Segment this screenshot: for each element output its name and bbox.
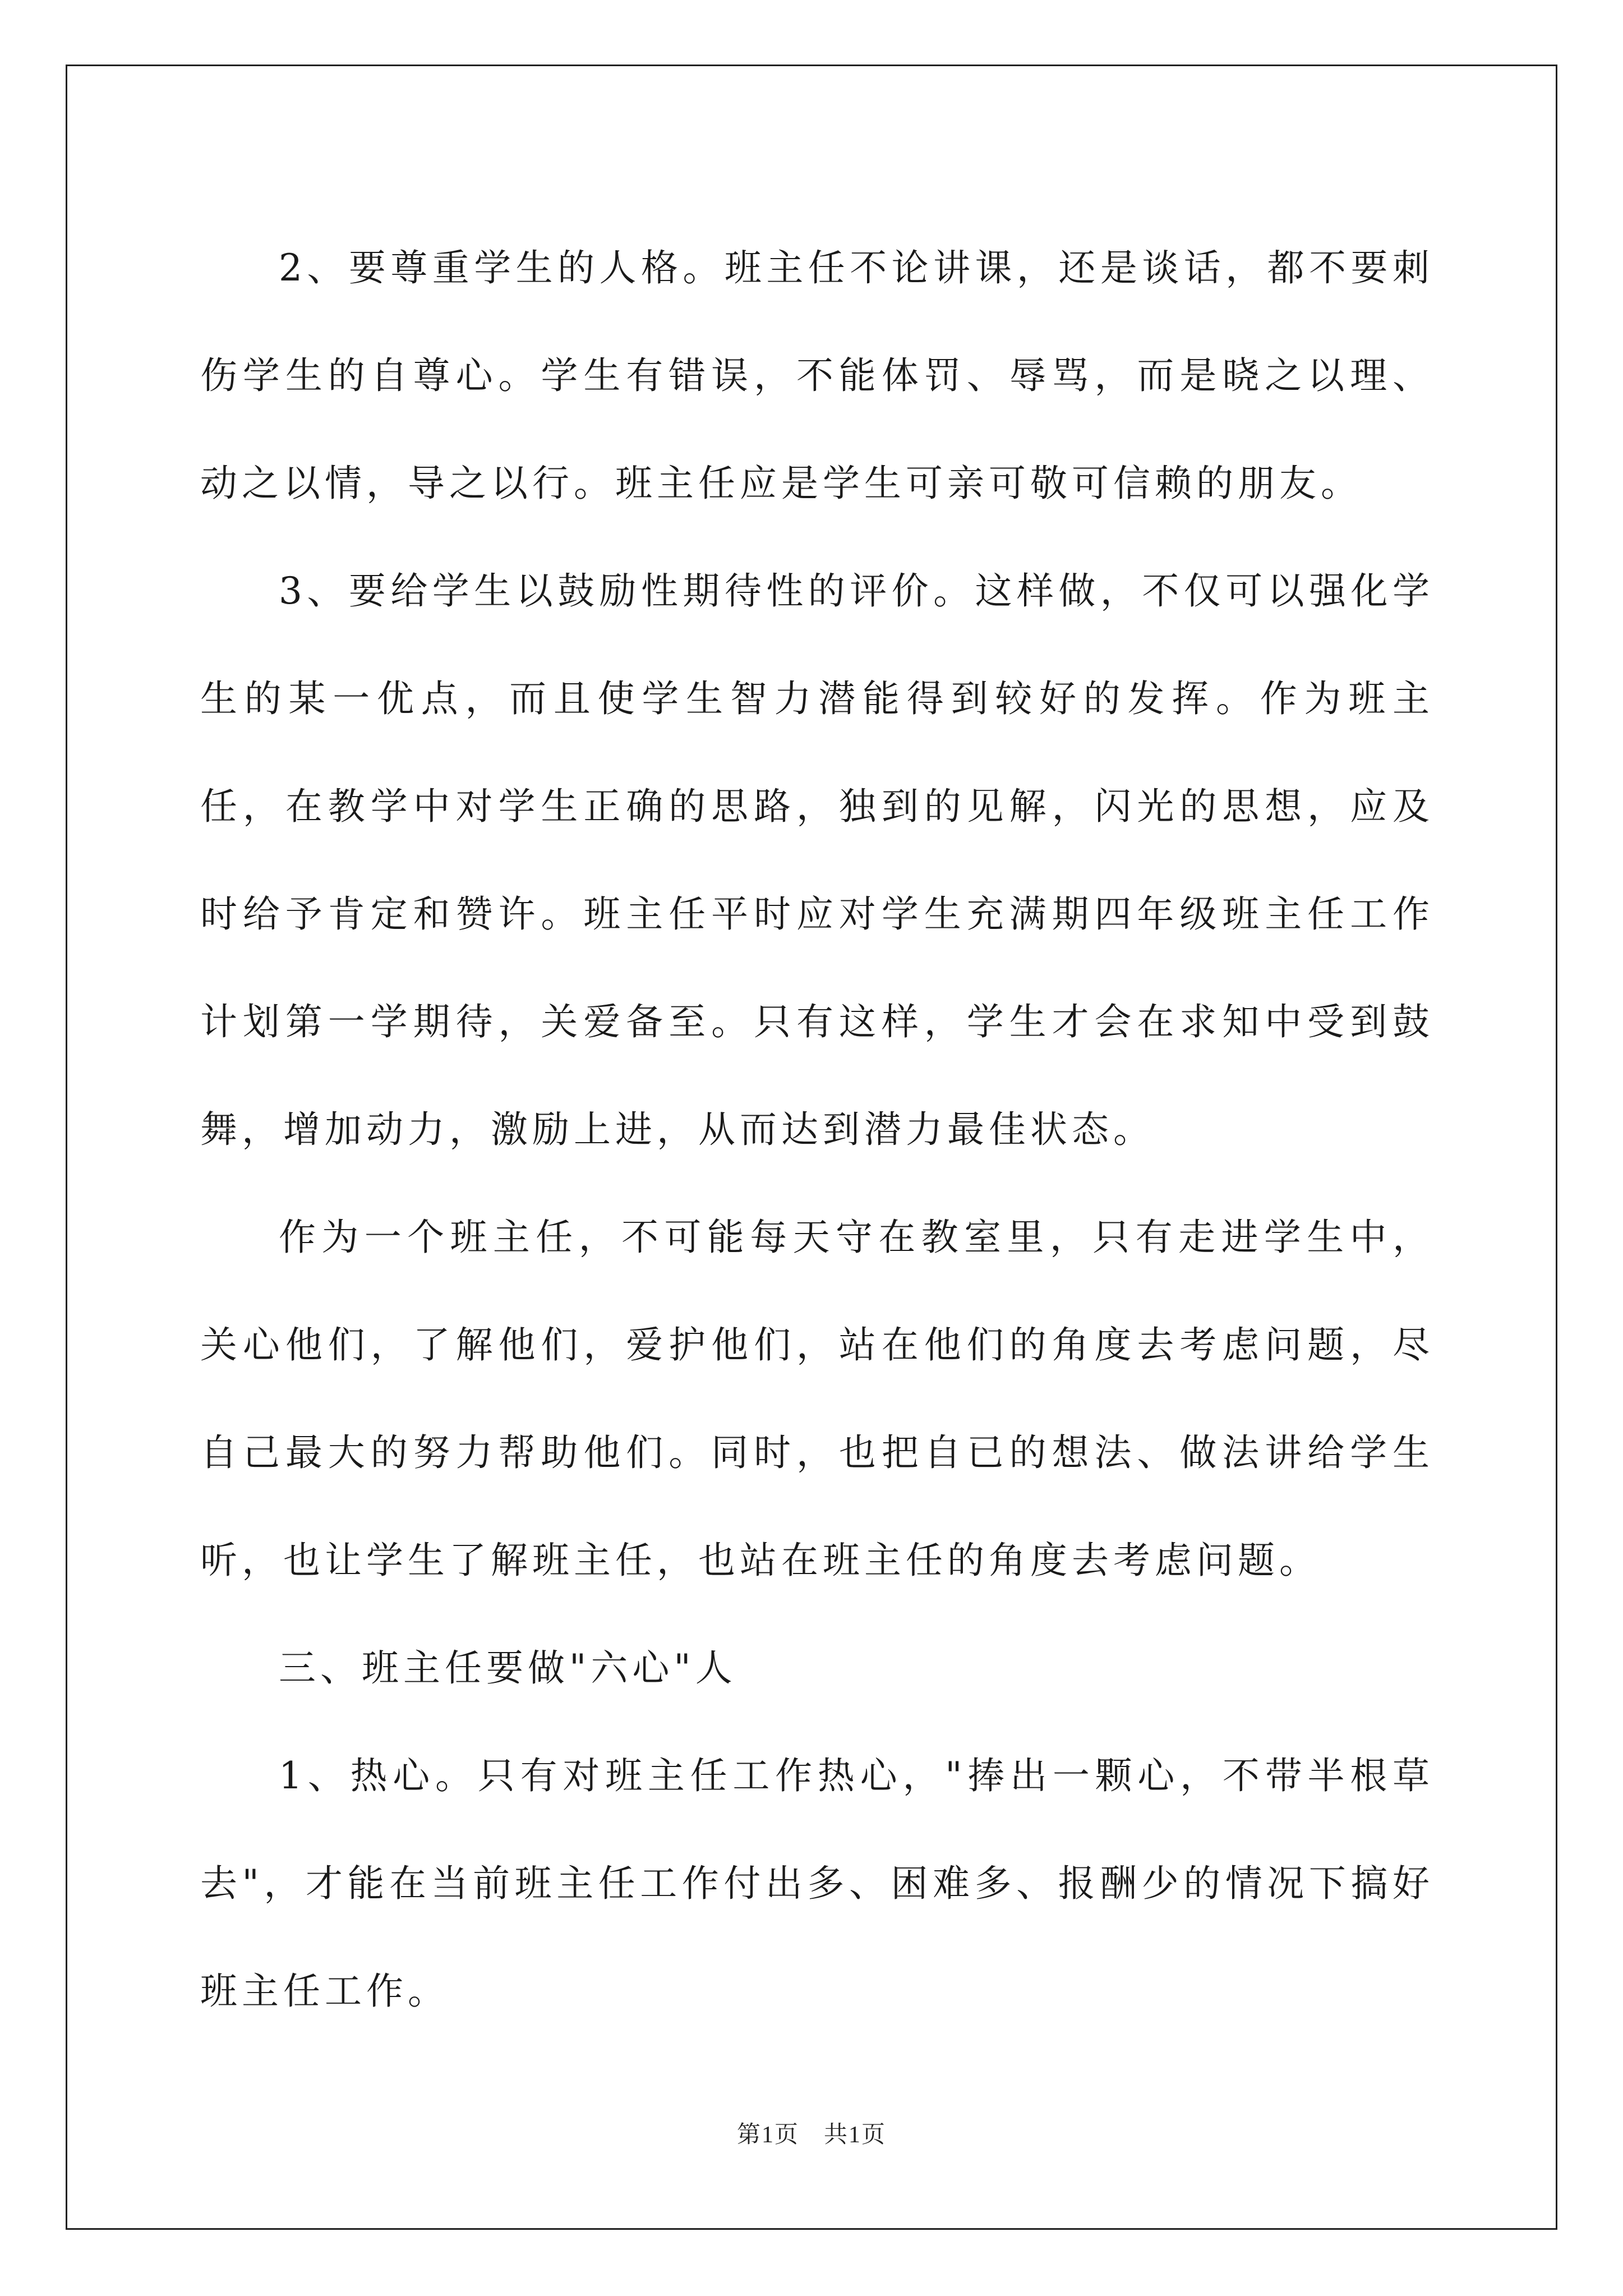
paragraph-respect-personality: 2、要尊重学生的人格。班主任不论讲课，还是谈话，都不要刺伤学生的自尊心。学生有错误，不能体罚、辱骂，而是晓之以理、动之以情，导之以行。班主任应是学生可亲可敬可信赖的朋友。 (200, 246, 1434, 505)
paragraph-encouraging-evaluation: 3、要给学生以鼓励性期待性的评价。这样做，不仅可以强化学生的某一优点，而且使学生智力潜能得到较好的发挥。作为班主任，在教学中对学生正确的思路，独到的见解，闪光的思想，应及时给予肯定和赞许。班主任平时应对学生充满期四年级班主任工作计划第一学期待，关爱备至。只有这样，学生才会在求知中受到鼓舞，增加动力，激励上进，从而达到潜力最佳状态。 (200, 569, 1434, 1151)
paragraph-enthusiasm: 1、热心。只有对班主任工作热心，"捧出一颗心，不带半根草去"，才能在当前班主任工作付出多、困难多、报酬少的情况下搞好班主任工作。 (200, 1754, 1434, 2013)
section-heading-six-hearts: 三、班主任要做"六心"人 (279, 1646, 737, 1690)
paragraph-approach-students: 作为一个班主任，不可能每天守在教室里，只有走进学生中，关心他们，了解他们，爱护他们，站在他们的角度去考虑问题，尽自己最大的努力帮助他们。同时，也把自已的想法、做法讲给学生听，也让学生了解班主任，也站在班主任的角度去考虑问题。 (200, 1216, 1434, 1582)
page-number-footer: 第1页 共1页 (736, 2122, 886, 2148)
document-body (200, 214, 1434, 2045)
